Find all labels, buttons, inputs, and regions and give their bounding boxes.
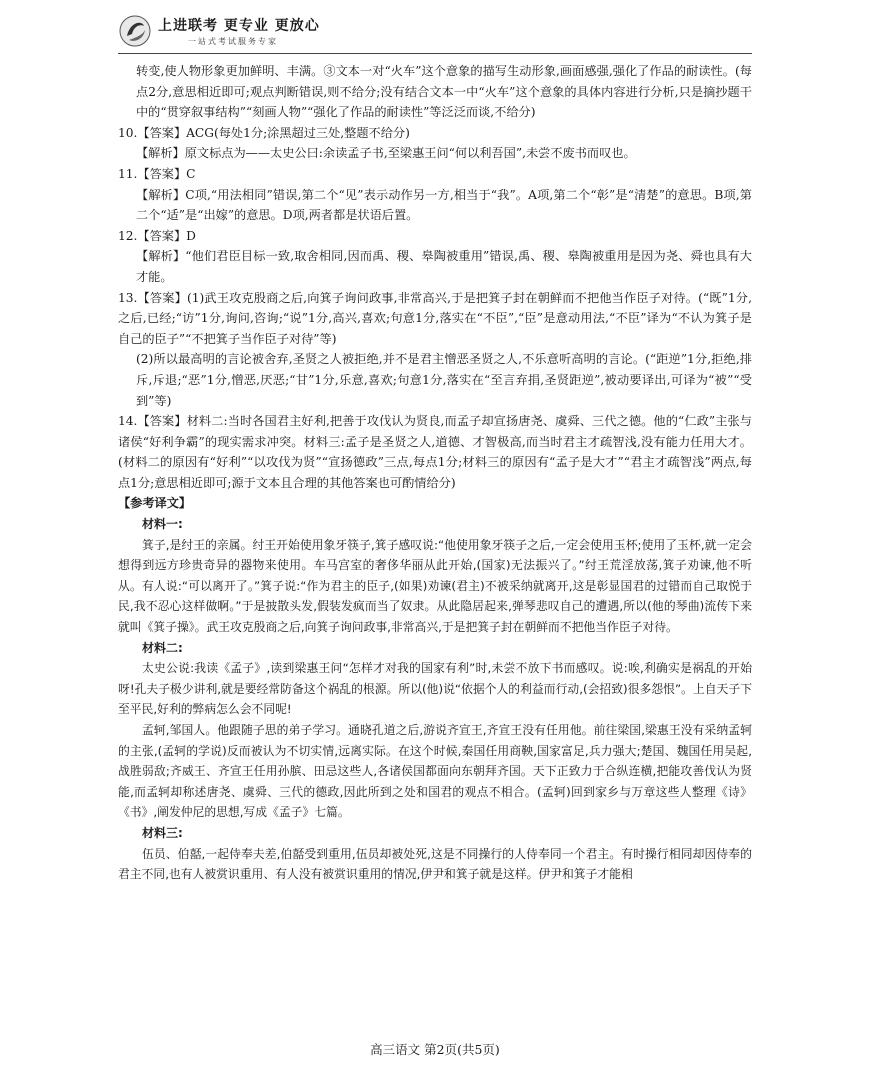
q9-continuation: 转变,使人物形象更加鲜明、丰满。③文本一对“火车”这个意象的描写生动形象,画面感强,强化了作品的耐读性。(每点2分,意思相近即可;观点判断错误,则不给分;没有结合文本一中“火车”这个意象的具体内容进行分析,只是摘抄题干中的“贯穿叙事结构”“刻画人物”“强化了作品的耐读性”等泛泛而谈,不给分) [136, 64, 752, 120]
page-footer: 高三语文 第2页(共5页) [370, 1042, 500, 1057]
answer-content [118, 61, 752, 885]
q13-answer: 13.【答案】(1)武王攻克殷商之后,向箕子询问政事,非常高兴,于是把箕子封在朝鲜而不把他当作臣子对待。(“既”1分, 之后,已经;“访”1分,询问,咨询;“说”1分,高兴,喜欢;句意1分,落实在“不臣”,“臣”是意动用法,“不臣”译为“不认为箕子是自己的臣子”“不把箕子当作臣子对待”等) [118, 290, 752, 346]
brand-tagline: 一站式考试服务专家 [188, 37, 278, 46]
material-1-text: 箕子,是纣王的亲属。纣王开始使用象牙筷子,箕子感叹说:“他使用象牙筷子之后,一定会使用玉杯;使用了玉杯,就一定会想得到远方珍贵奇异的器物来使用。车马宫室的奢侈华丽从此开始,(国家)无法振兴了。”纣王荒淫放荡,箕子劝谏,他不听从。有人说:“可以离开了。”箕子说:“作为君主的臣子,(如果)劝谏(君主)不被采纳就离开,这是彰显国君的过错而自己取悦于民,我不忍心这样做啊。”于是披散头发,假装发疯而当了奴隶。从此隐居起来,弹琴悲叹自己的遭遇,所以(他的琴曲)流传下来就叫《箕子操》。武王攻克殷商之后,向箕子询问政事,非常高兴,于是把箕子封在朝鲜而不把他当作臣子对待。 [118, 537, 752, 635]
q11-answer: 11.【答案】C [118, 166, 196, 181]
q11-analysis: 【解析】C项,“用法相同”错误,第二个“见”表示动作另一方,相当于“我”。A项,第二个“彰”是“清楚”的意思。B项,第二个“适”是“出嫁”的意思。D项,两者都是状语后置。 [136, 187, 752, 223]
material-1-title: 材料一: [142, 517, 183, 532]
q12-answer: 12.【答案】D [118, 228, 196, 243]
material-3-title: 材料三: [142, 825, 183, 840]
q14-answer: 14.【答案】材料二:当时各国君主好利,把善于攻伐认为贤良,而孟子却宣扬唐尧、虞舜、三代之德。他的“仁政”主张与诸侯“好利争霸”的现实需求冲突。材料三:孟子是圣贤之人,道德、才智极高,而当时君主才疏智浅,没有能力任用大才。(材料二的原因有“好利”“以攻伐为贤”“宣扬德政”三点,每点1分;材料三的原因有“孟子是大才”“君主才疏智浅”两点,每点1分;意思相近即可;源于文本且合理的其他答案也可酌情给分) [118, 414, 752, 490]
page-header [118, 12, 758, 52]
brand-logo-icon [118, 14, 152, 48]
material-3-text: 伍员、伯嚭,一起侍奉夫差,伯嚭受到重用,伍员却被处死,这是不同操行的人侍奉同一个君主。有时操行相同却因侍奉的君主不同,也有人被赏识重用、有人没有被赏识重用的情况,伊尹和箕子就是这样。伊尹和箕子才能相 [118, 846, 752, 882]
material-2-text-1: 太史公说:我读《孟子》,读到梁惠王问“怎样才对我的国家有利”时,未尝不放下书而感叹。说:唉,利确实是祸乱的开始呀!孔夫子极少讲利,就是要经常防备这个祸乱的根源。所以(他)说“依据个人的利益而行动,(会招致)很多怨恨”。上自天子下至平民,好利的弊病怎么会不同呢! [118, 661, 752, 717]
brand-slogan: 上进联考 更专业 更放心 [158, 18, 320, 34]
q10-answer: 10.【答案】ACG(每处1分;涂黑超过三处,整题不给分) [118, 125, 410, 140]
header-divider [118, 53, 752, 54]
reference-translation-title: 【参考译文】 [118, 496, 192, 511]
q13-part2: (2)所以最高明的言论被舍弃,圣贤之人被拒绝,并不是君主憎恶圣贤之人,不乐意听高明的言论。(“距逆”1分,拒绝,排斥,斥退;“恶”1分,憎恶,厌恶;“甘”1分,乐意,喜欢;句意1分,落实在“至言弃捐,圣贤距逆”,被动要译出,可译为“被”“受到”等) [136, 352, 752, 408]
q10-analysis: 【解析】原文标点为——太史公曰:余读孟子书,至梁惠王问“何以利吾国”,未尝不废书而叹也。 [136, 146, 636, 161]
material-2-title: 材料二: [142, 640, 183, 655]
material-2-text-2: 孟轲,邹国人。他跟随子思的弟子学习。通晓孔道之后,游说齐宣王,齐宣王没有任用他。前往梁国,梁惠王没有采纳孟轲的主张,(孟轲的学说)反而被认为不切实情,远离实际。在这个时候,秦国任用商鞅,国家富足,兵力强大;楚国、魏国任用吴起,战胜弱敌;齐威王、齐宣王任用孙膑、田忌这些人,各诸侯国都面向东朝拜齐国。天下正致力于合纵连横,把能攻善伐认为贤能,而孟轲却称述唐尧、虞舜、三代的德政,因此所到之处和国君的观点不相合。(孟轲)回到家乡与万章这些人整理《诗》《书》,阐发仲尼的思想,写成《孟子》七篇。 [118, 723, 752, 820]
q12-analysis: 【解析】“他们君臣目标一致,取舍相同,因而禹、稷、皋陶被重用”错误,禹、稷、皋陶被重用是因为尧、舜也具有大才能。 [136, 249, 752, 284]
